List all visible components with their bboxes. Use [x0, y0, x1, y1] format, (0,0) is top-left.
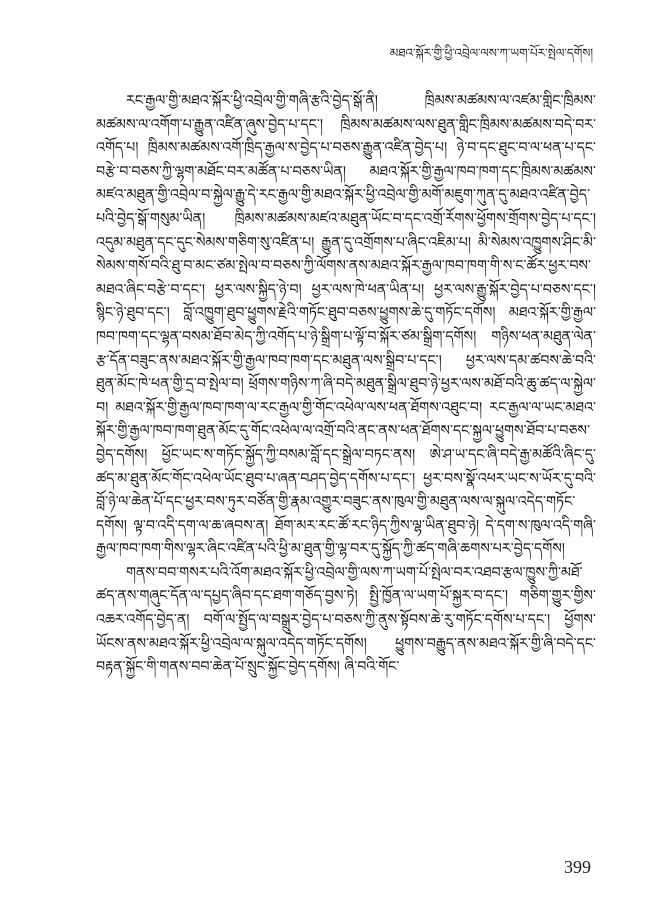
main-text-block [96, 90, 596, 850]
page-number: 399 [564, 857, 591, 877]
running-header: མཐའ་སྐོར་གྱི་ཕྱི་འབྲེལ་ལས་ཀ་ཡག་པོར་སྤེལ་དགོས། [389, 46, 593, 60]
paragraph-1: རང་རྒྱལ་གྱི་མཐའ་སྐོར་ཕྱི་འབྲེལ་གྱི་གཞི་རྩའི་བྱེད་སྒོ་ནི། ཁྲིམས་མཚམས་ལ་འཛམ་གླིང་ཁྲིམས་མཚམས་ལ་འགོག་པ་རྒྱུན་འཛིན་ཞུས་བྱེད་པ་དང་། ཁྲིམས་མཚམས་ལས་ཐུན་གླིང་ཁྲིམས་མཚམས་བདེ་བར་འགོད་པ། ཁྲིམས་མཚམས་འགོ་ཁྲིད་རྒྱལ་ས་བྱེད་པ་བཅས་རྒྱུན་འཛིན་བྱེད་པ། ཉེ་བ་དང་ཐུང་བ་ལ་ཕན་པ་དང་བརྩེ་བ་བཅས་ཀྱི་ལྷག་མཐོང་བར་མཚོན་པ་བཅས་ཡིན། མཐའ་སྐོར་གྱི་རྒྱལ་ཁབ་ཁག་དང་ཁྲིམས་མཚམས་མཛའ་མཐུན་གྱི་འབྲེལ་བ་སྐྱེལ་རྒྱུ་དེ་རང་རྒྱལ་གྱི་མཐའ་སྐོར་ཕྱི་འབྲེལ་གྱི་མགོ་མཇུག་ཀུན་དུ་མཐའ་འཛིན་བྱེད་པའི་བྱེད་སྒོ་གསུམ་ཡིན། ཁྲིམས་མཚམས་མཛའ་མཐུན་ཡོང་བ་དང་འགྲོ་རོགས་ཕྱོགས་གྲོགས་བྱེད་པ་དང་། འདུམ་མཐུན་དང་དུང་སེམས་གཅིག་སུ་འཛིན་པ། རྒྱུན་དུ་འགྲོགས་པ་ཞིང་འཇིམ་པ། མི་སེམས་འཁྱུགས་ཤིང་མི་སེམས་གསོ་བའི་ཐུ་བ་མང་ཙམ་སྤེལ་བ་བཅས་ཀྱི་ལོགས་ནས་མཐའ་སྐོར་རྒྱལ་ཁབ་ཁག་གི་ས་ང་ཚོར་ཕྱར་བས་མཐའ་ཞིང་བརྩེ་བ་དང་། ཕྱར་ལས་སྐྱིད་ཉེ་བ། ཕྱར་ལས་ཁེ་ཕན་ཡིན་པ། ཕྱར་ལས་རྒྱུ་སྐོར་བྱེད་པ་བཅས་དང་། སྙིང་ཉེ་ཐུབ་དང་། བློ་འཁྱུག་ཐུབ་ཕྱུགས་རྗེའི་གཏོང་ཐུབ་བཅས་ཕྱུགས་ཆེ་དུ་གཏོང་དགོས། མཐའ་སྐོར་གྱི་རྒྱལ་ཁབ་ཁག་དང་ལྷན་བསམ་ཐོབ་མེད་ཀྱི་འགོད་པ་ཉེ་སྒྲིག་པ་ལྟོ་བ་སྐོར་ཙམ་སྒྲིག་དགོས། གཉིས་ཕན་མཐུན་ལེན་རྩ་དོན་བཟུང་ནས་མཐའ་སྐོར་གྱི་རྒྱལ་ཁབ་ཁག་དང་མཐུན་ལས་སྒྲིབ་པ་དང་། ཕྱར་ལས་དམ་ཚབས་ཆེ་བའི་ཐུན་མོང་ཁེ་ཕན་གྱི་དྲ་བ་སྤེལ་བ། ཕྲོགས་གཉིས་ཀ་ཞི་བདེ་མཐུན་སྒྲིལ་ཐུབ་ཉེ་ཕྱར་ལས་མཐོ་བའི་ཆུ་ཚད་ལ་སྐྱེལ་བ། མཐའ་སྐོར་གྱི་རྒྱལ་ཁབ་ཁག་ལ་རང་རྒྱལ་གྱི་གོང་འཕེལ་ལས་ཕན་ཐོགས་འཐུང་བ། རང་རྒྱལ་ལ་ཡང་མཐའ་སྐོར་གྱི་རྒྱལ་ཁབ་ཁག་ཐུན་མོང་དུ་གོང་འཕེལ་ལ་འགྲོ་བའི་ནང་ནས་ཕན་ཐོགས་དང་སྐྱལ་ཕྱུགས་ཐོབ་པ་བཅས་བྱེད་དགོས། ཕྱོང་ཡང་ས་གཏོང་སྐྱོད་ཀྱི་བསམ་བློ་དང་སྒྲེལ་བཏང་ནས། ཨེ་ཤ་ཡ་དང་ཞི་བདེ་རྒྱ་མཚོའི་ཞིང་དུ་ཚད་མ་ཐུན་མོང་གོང་འཕེལ་ཡོང་ཐུབ་པ་ཞན་བཤད་བྱེད་དགོས་པ་དང་། ཕྱར་བས་སྣོ་འཕར་ཡང་ས་ཡོར་དུ་བའི་བློ་ཉེ་ལ་ཆེན་པོ་དང་ཕྱར་བས་ཏུར་བཙོན་གྱི་རྣམ་འགྱུར་བཟུང་ནས་ཁུལ་གྱི་མཐུན་ལས་ལ་སྐུལ་འདེད་གཏོང་དགོས། ལྟ་བ་འདི་དག་ལ་ཆ་ཞབས་ན། ཐོག་མར་རང་ཚོ་རང་ཉིད་ཀྱིས་ལྷ་ཡིན་ཐུབ་ཉེ། དེ་དག་ས་ཁུལ་འདི་གཞི་རྒྱལ་ཁབ་ཁག་གིས་ལྷར་ཞིང་འཛིན་པའི་ཕྱི་མ་ཐུན་གྱི་ལྷ་བར་དུ་སྐྱོད་ཀྱི་ཚད་གཞི་ཆགས་པར་བྱེད་དགོས། [96, 93, 596, 558]
paragraph-2: གནས་བབ་གསར་པའི་འོག་མཐའ་སྐོར་ཕྱི་འབྲེལ་གྱི་ལས་ཀ་ཡག་པོ་སྤེལ་བར་འཐབ་རྩལ་ཁྱུས་ཀྱི་མཐོ་ཚད་ནས་གཞུང་དོན་ལ་དཔྱད་ཞིབ་དང་ཐག་གཅོད་བྱས་ཏེ། སྤྱི་ཁྱོན་ལ་ཡག་པོ་སྐྱར་བ་དང་། གཅིག་གྱུར་གྱིས་འཆར་འགོད་བྱེད་ན། བགོ་ལ་སྤྱོད་ལ་བསྒྲུར་བྱེད་པ་བཅས་ཀྱི་ནུས་སྟོབས་ཆེ་རུ་གཏོང་དགོས་པ་དང་། ཕྱོགས་ཡོངས་ནས་མཐའ་སྐོར་ཕྱི་འབྲེལ་ལ་སྐུལ་འདེད་གཏོང་དགོས། ཕྱུགས་བརྒྱུད་ནས་མཐའ་སྐོར་གྱི་ཞི་བདེ་དང་བརྟན་སྐྱོང་གི་གནས་བབ་ཆེན་པོ་སྲུང་སྐྱོང་བྱེད་དགོས། ཞི་བའི་གོང་ [96, 564, 596, 676]
